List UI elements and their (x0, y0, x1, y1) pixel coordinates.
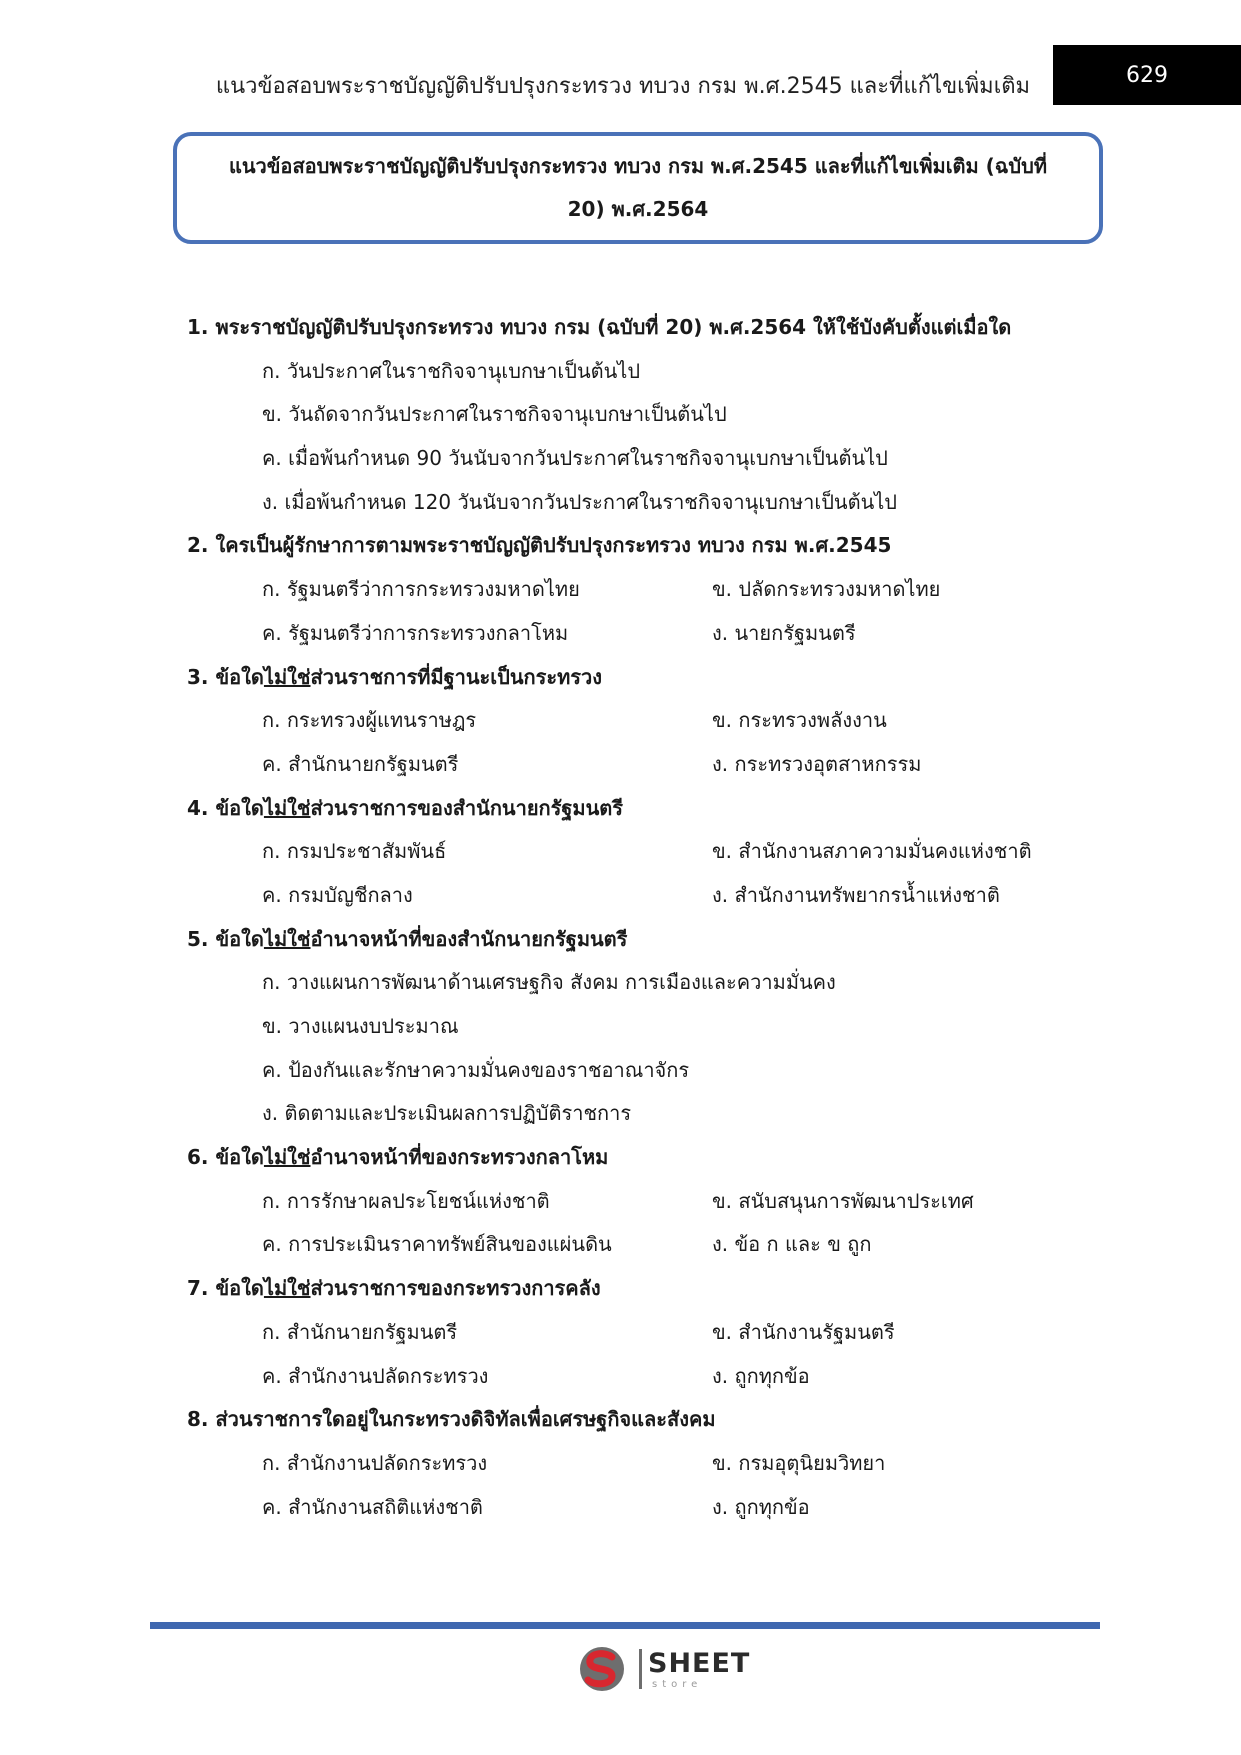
question-3-option-c: ค. สำนักนายกรัฐมนตรี (262, 751, 459, 776)
question-3-options-row-1 (187, 699, 1087, 743)
question-5-underlined: ไม่ใช่ (263, 926, 311, 951)
running-header-title: แนวข้อสอบพระราชบัญญัติปรับปรุงกระทรวง ทบวง กรม พ.ศ.2545 และที่แก้ไขเพิ่มเติม (215, 74, 1030, 99)
question-4-options-row-1 (187, 830, 1087, 874)
question-7-prefix: 7. ข้อใด (187, 1276, 264, 1301)
question-7-options-row-1 (187, 1311, 1087, 1355)
question-3-prefix: 3. ข้อใด (187, 664, 264, 689)
question-5-option-a: ก. วางแผนการพัฒนาด้านเศรษฐกิจ สังคม การเมืองและความมั่นคง (262, 970, 836, 995)
question-4-options-row-2 (187, 874, 1087, 918)
question-8: 8. ส่วนราชการใดอยู่ในกระทรวงดิจิทัลเพื่อเศรษฐกิจและสังคม (187, 1407, 716, 1432)
exam-title-line-1: แนวข้อสอบพระราชบัญญัติปรับปรุงกระทรวง ทบวง กรม พ.ศ.2545 และที่แก้ไขเพิ่มเติม (ฉบับที่ (228, 154, 1048, 178)
question-7-option-d: ง. ถูกทุกข้อ (712, 1363, 810, 1388)
question-5-option-b: ข. วางแผนงบประมาณ (262, 1014, 459, 1038)
question-7-underlined: ไม่ใช่ (263, 1276, 311, 1301)
question-6-options-row-2 (187, 1223, 1087, 1267)
question-2-option-d: ง. นายกรัฐมนตรี (712, 620, 856, 645)
question-3-underlined: ไม่ใช่ (263, 664, 311, 689)
question-1-option-c: ค. เมื่อพ้นกำหนด 90 วันนับจากวันประกาศในราชกิจจานุเบกษาเป็นต้นไป (262, 446, 888, 471)
question-6-options-row-1 (187, 1180, 1087, 1224)
question-2-options-row-2 (187, 612, 1087, 656)
question-1-option-b: ข. วันถัดจากวันประกาศในราชกิจจานุเบกษาเป็นต้นไป (262, 402, 727, 427)
footer-divider (150, 1622, 1100, 1629)
question-2-options-row-1 (187, 568, 1087, 612)
question-6-prefix: 6. ข้อใด (187, 1145, 264, 1170)
question-7-options-row-2 (187, 1355, 1087, 1399)
question-7-option-b: ข. สำนักงานรัฐมนตรี (712, 1319, 895, 1344)
question-4-underlined: ไม่ใช่ (263, 795, 311, 820)
question-3-suffix: ส่วนราชการที่มีฐานะเป็นกระทรวง (310, 664, 603, 689)
question-5-option-d: ง. ติดตามและประเมินผลการปฏิบัติราชการ (262, 1101, 632, 1126)
question-8-options-row-2 (187, 1486, 1087, 1530)
question-5-prefix: 5. ข้อใด (187, 926, 264, 951)
question-8-options-row-1 (187, 1442, 1087, 1486)
exam-title-box (173, 132, 1103, 244)
question-4-option-d: ง. สำนักงานทรัพยากรน้ำแห่งชาติ (712, 882, 1000, 907)
question-3-option-d: ง. กระทรวงอุตสาหกรรม (712, 751, 922, 776)
question-4-suffix: ส่วนราชการของสำนักนายกรัฐมนตรี (310, 795, 624, 820)
question-5 (187, 918, 1087, 962)
question-1: 1. พระราชบัญญัติปรับปรุงกระทรวง ทบวง กรม (ฉบับที่ 20) พ.ศ.2564 ให้ใช้บังคับตั้งแต่เมื่อใด (187, 315, 1012, 339)
question-4-option-b: ข. สำนักงานสภาความมั่นคงแห่งชาติ (712, 839, 1032, 864)
question-3 (187, 656, 1087, 700)
question-2: 2. ใครเป็นผู้รักษาการตามพระราชบัญญัติปรับปรุงกระทรวง ทบวง กรม พ.ศ.2545 (187, 533, 892, 558)
logo-word: SHEET (648, 1648, 751, 1679)
logo-subword: store (652, 1679, 703, 1690)
question-4-option-c: ค. กรมบัญชีกลาง (262, 882, 413, 907)
question-7-suffix: ส่วนราชการของกระทรวงการคลัง (310, 1276, 601, 1301)
question-4-option-a: ก. กรมประชาสัมพันธ์ (262, 839, 447, 864)
question-8-option-c: ค. สำนักงานสถิติแห่งชาติ (262, 1494, 483, 1519)
question-4 (187, 787, 1087, 831)
question-1-option-d: ง. เมื่อพ้นกำหนด 120 วันนับจากวันประกาศในราชกิจจานุเบกษาเป็นต้นไป (262, 489, 897, 514)
question-7-option-a: ก. สำนักนายกรัฐมนตรี (262, 1319, 458, 1344)
question-7 (187, 1267, 1087, 1311)
question-8-option-a: ก. สำนักงานปลัดกระทรวง (262, 1450, 488, 1475)
question-list (187, 306, 1087, 1529)
question-8-option-d: ง. ถูกทุกข้อ (712, 1494, 810, 1519)
question-6-option-c: ค. การประเมินราคาทรัพย์สินของแผ่นดิน (262, 1232, 612, 1257)
exam-title-line-2: 20) พ.ศ.2564 (567, 197, 709, 221)
page-number: 629 (1126, 62, 1168, 88)
question-6 (187, 1136, 1087, 1180)
question-6-suffix: อำนาจหน้าที่ของกระทรวงกลาโหม (310, 1145, 609, 1170)
question-6-option-a: ก. การรักษาผลประโยชน์แห่งชาติ (262, 1188, 550, 1213)
question-5-suffix: อำนาจหน้าที่ของสำนักนายกรัฐมนตรี (310, 926, 628, 951)
question-3-option-b: ข. กระทรวงพลังงาน (712, 708, 887, 733)
logo-separator (639, 1649, 642, 1689)
question-7-option-c: ค. สำนักงานปลัดกระทรวง (262, 1363, 489, 1388)
question-2-option-b: ข. ปลัดกระทรวงมหาดไทย (712, 577, 941, 602)
question-3-option-a: ก. กระทรวงผู้แทนราษฎร (262, 708, 477, 733)
question-6-option-d: ง. ข้อ ก และ ข ถูก (712, 1232, 872, 1257)
question-2-option-c: ค. รัฐมนตรีว่าการกระทรวงกลาโหม (262, 620, 569, 645)
question-6-underlined: ไม่ใช่ (263, 1145, 311, 1170)
question-2-option-a: ก. รัฐมนตรีว่าการกระทรวงมหาดไทย (262, 577, 580, 602)
question-8-option-b: ข. กรมอุตุนิยมวิทยา (712, 1450, 886, 1475)
question-3-options-row-2 (187, 743, 1087, 787)
question-4-prefix: 4. ข้อใด (187, 795, 264, 820)
question-1-option-a: ก. วันประกาศในราชกิจจานุเบกษาเป็นต้นไป (262, 358, 641, 383)
question-6-option-b: ข. สนับสนุนการพัฒนาประเทศ (712, 1188, 974, 1213)
page-number-badge (1053, 45, 1241, 105)
question-5-option-c: ค. ป้องกันและรักษาความมั่นคงของราชอาณาจักร (262, 1057, 690, 1082)
